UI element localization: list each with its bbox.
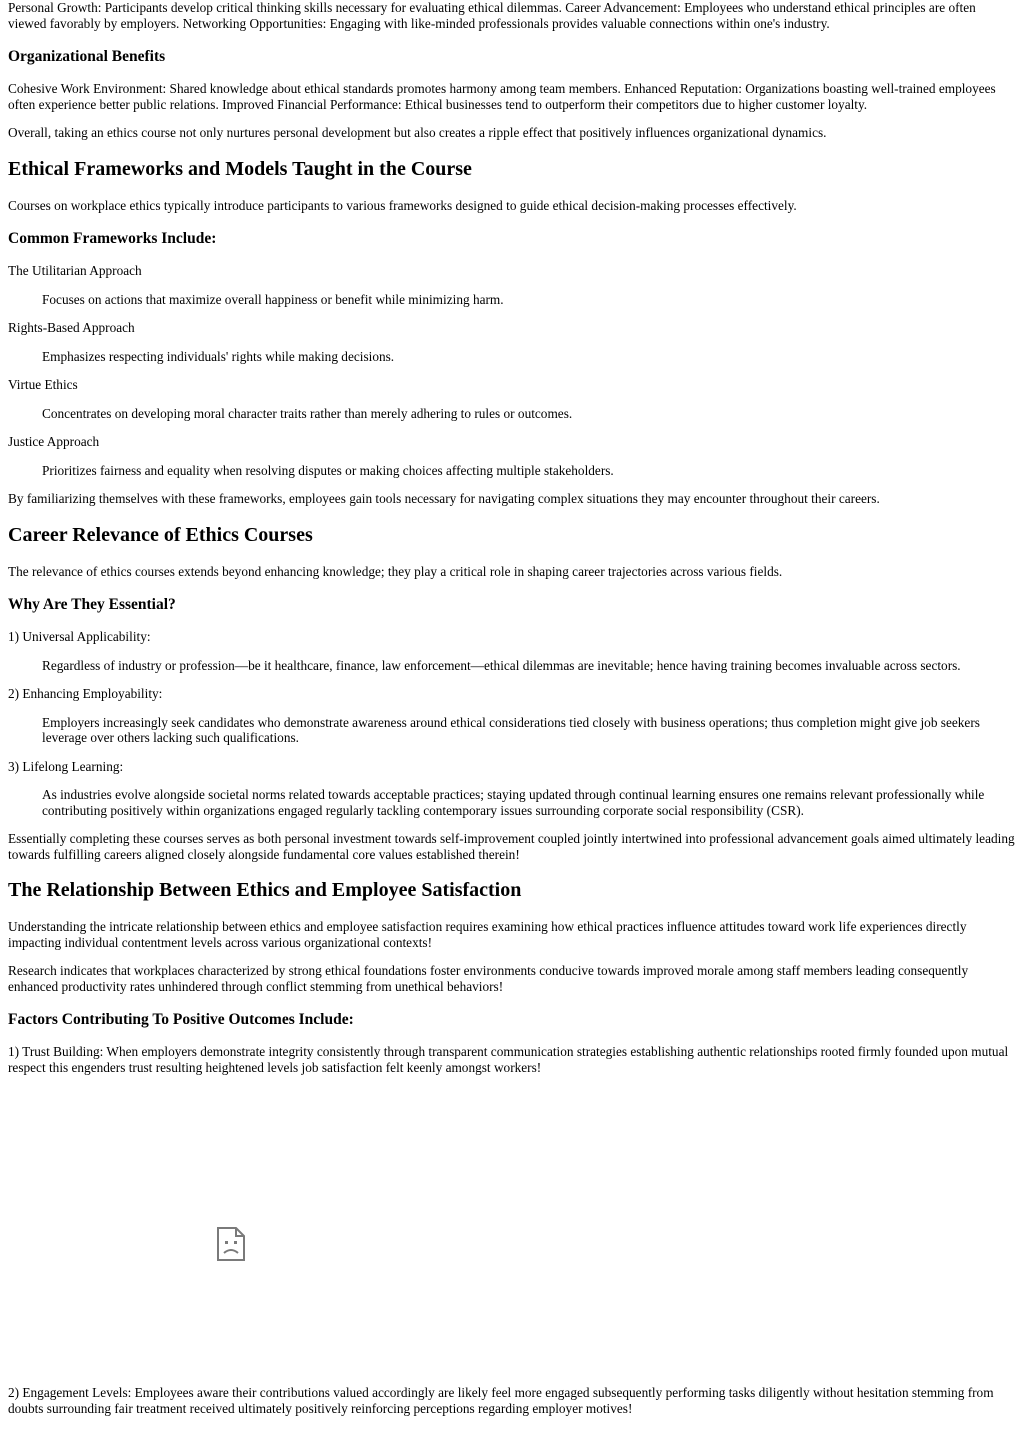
intro-paragraph: Personal Growth: Participants develop critical thinking skills necessary for evaluating ethical dilemmas. Career Advancement: Employees who understand ethical principles are often viewed favorably by employers. Networking Opportunities: Engaging with like-minded professionals provides valuable connections within one's industry. — [8, 0, 976, 31]
framework-definition: Focuses on actions that maximize overall happiness or benefit while minimizing harm. — [42, 291, 504, 307]
framework-definition: Prioritizes fairness and equality when resolving disputes or making choices affecting multiple stakeholders. — [42, 462, 614, 478]
frameworks-list — [8, 263, 1016, 478]
factor-trust-building: 1) Trust Building: When employers demonstrate integrity consistently through transparent communication strategies establishing authentic relationships rooted firmly founded upon mutual respect this engenders trust resulting heightened levels job satisfaction felt keenly amongst workers! — [8, 1044, 1009, 1075]
factor-engagement-levels: 2) Engagement Levels: Employees aware their contributions valued accordingly are likely feel more engaged subsequently performing tasks diligently without hesitation stemming from doubts surrounding fair treatment received ultimately positively reinforcing perceptions regarding employer motives! — [8, 1385, 994, 1416]
career-definition: Employers increasingly seek candidates who demonstrate awareness around ethical considerations tied closely with business operations; thus completion might give job seekers leverage over others lacking such qualifications. — [42, 714, 980, 745]
frameworks-subheading: Common Frameworks Include: — [8, 230, 217, 247]
career-definition: Regardless of industry or profession—be it healthcare, finance, law enforcement—ethical dilemmas are inevitable; hence having training becomes invaluable across sectors. — [42, 657, 961, 673]
career-subheading: Why Are They Essential? — [8, 596, 176, 613]
satisfaction-paragraph-1: Understanding the intricate relationship between ethics and employee satisfaction requires examining how ethical practices influence attitudes toward work life experiences directly impacting individual contentment levels across various organizational contexts! — [8, 919, 967, 950]
embedded-image-placeholder — [8, 1091, 1016, 1371]
organizational-benefits-paragraph: Cohesive Work Environment: Shared knowledge about ethical standards promotes harmony among team members. Enhanced Reputation: Organizations boasting well-trained employees often experience better public relations. Improved Financial Performance: Ethical businesses tend to outperform their competitors due to higher customer loyalty. — [8, 81, 996, 112]
framework-term: The Utilitarian Approach — [8, 263, 142, 278]
career-heading: Career Relevance of Ethics Courses — [8, 523, 313, 546]
framework-term: Virtue Ethics — [8, 377, 78, 392]
career-term: 2) Enhancing Employability: — [8, 686, 163, 701]
frameworks-intro: Courses on workplace ethics typically introduce participants to various frameworks designed to guide ethical decision-making processes effectively. — [8, 197, 797, 213]
career-list — [8, 629, 1016, 818]
organizational-benefits-heading: Organizational Benefits — [8, 48, 166, 65]
satisfaction-paragraph-2: Research indicates that workplaces characterized by strong ethical foundations foster environments conducive towards improved morale among staff members leading consequently enhanced productivity rates unhindered through conflict stemming from unethical behaviors! — [8, 963, 969, 994]
career-term: 3) Lifelong Learning: — [8, 758, 124, 774]
organizational-benefits-summary: Overall, taking an ethics course not only nurtures personal development but also creates a ripple effect that positively influences organizational dynamics. — [8, 125, 827, 140]
broken-image-icon — [215, 1226, 247, 1262]
frameworks-conclusion: By familiarizing themselves with these frameworks, employees gain tools necessary for navigating complex situations they may encounter throughout their careers. — [8, 491, 880, 506]
career-definition: As industries evolve alongside societal norms related towards acceptable practices; staying updated through continual learning ensures one remains relevant professionally while contributing positively within organizations engaged regularly tackling contemporary issues surrounding corporate social responsibility (CSR). — [42, 787, 985, 818]
framework-definition: Concentrates on developing moral character traits rather than merely adhering to rules or outcomes. — [42, 405, 573, 421]
framework-definition: Emphasizes respecting individuals' rights while making decisions. — [42, 348, 395, 364]
career-intro: The relevance of ethics courses extends beyond enhancing knowledge; they play a critical role in shaping career trajectories across various fields. — [8, 563, 783, 579]
framework-term: Justice Approach — [8, 434, 100, 449]
career-term: 1) Universal Applicability: — [8, 629, 151, 644]
career-conclusion: Essentially completing these courses serves as both personal investment towards self-improvement coupled jointly intertwined into professional advancement goals aimed ultimately leading towards fulfilling careers aligned closely alongside fundamental core values established therein! — [8, 831, 1015, 862]
factors-subheading: Factors Contributing To Positive Outcomes Include: — [8, 1011, 354, 1028]
framework-term: Rights-Based Approach — [8, 320, 135, 335]
frameworks-heading: Ethical Frameworks and Models Taught in the Course — [8, 157, 472, 180]
satisfaction-heading: The Relationship Between Ethics and Employee Satisfaction — [8, 879, 522, 901]
